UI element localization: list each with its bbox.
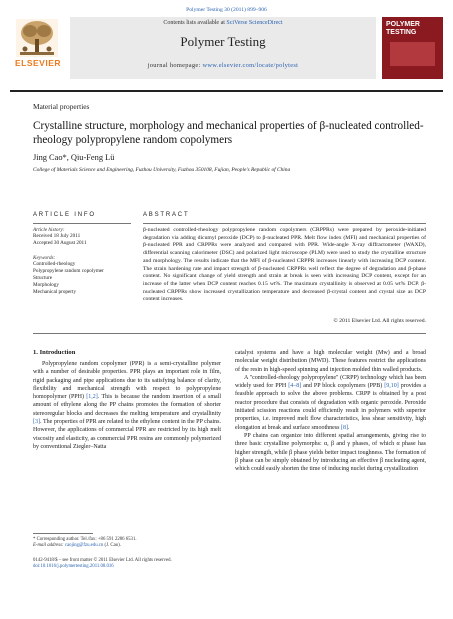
- email-link[interactable]: caojing@fzu.edu.cn: [64, 543, 104, 549]
- text-run: Polypropylene random copolymer (PPR) is a semi-crystalline polymer with a number of desirable properties. PPR plays an important role in film, rigid packaging and pipe applications due to its satisfying balance of clarity, flexibility and mechanical strength with respect to polypropylene homopolymer (PPH): [33, 361, 221, 401]
- history-label: Article history:: [33, 227, 65, 233]
- homepage-prefix: journal homepage:: [147, 62, 203, 69]
- issn-line: 0142-9418/$ – see front matter © 2011 Elsevier Ltd. All rights reserved.: [33, 558, 172, 563]
- elsevier-tree-icon: [16, 19, 58, 57]
- header-rule: [10, 90, 443, 92]
- footnote-rule: [33, 533, 93, 534]
- text-run: provides a feasible approach to solve the above problems. CRPP is obtained by a post reactor procedure that consists of degradation with organic peroxide. Peroxide initiated scission reactions could efficiently result in polymers with superior properties, i.e. improved melt flow characteristics, less shear sensitivity, high elongation at break and surface smoothness: [235, 383, 426, 431]
- text-run: .: [347, 424, 350, 431]
- paragraph: [235, 432, 426, 473]
- paragraph: [33, 360, 221, 451]
- journal-header: [10, 17, 443, 87]
- body-column-right: [235, 349, 426, 473]
- keyword: Controlled-rheology: [33, 261, 76, 267]
- article-info-heading: ARTICLE INFO: [33, 212, 96, 218]
- corresponding-author: * Corresponding author. Tel./fax: +86 591 2286 6531.: [33, 537, 137, 542]
- accepted-date: Accepted 30 August 2011: [33, 240, 87, 246]
- citation-link[interactable]: [8]: [340, 424, 348, 431]
- paragraph: [235, 349, 426, 374]
- authors[interactable]: Jing Cao*, Qiu-Feng Lü: [33, 153, 115, 162]
- text-run: A "controlled-rheology polypropylene" (CRPP) technology which has been widely used for PPH: [235, 374, 426, 390]
- abstract-bottom-rule: [33, 333, 426, 334]
- received-date: Received 18 July 2011: [33, 233, 81, 239]
- text-run: . This is because the random insertion of a small amount of ethylene along the PP chains promotes the formation of shorter stereoregular blocks and decreases the melting temperature and crystallinity: [33, 394, 221, 417]
- email-line: [33, 543, 223, 549]
- citation-link[interactable]: [4–8]: [288, 383, 302, 390]
- cover-title: POLYMER TESTING: [386, 21, 420, 36]
- abstract-copyright: © 2011 Elsevier Ltd. All rights reserved.: [333, 318, 426, 324]
- contents-prefix: Contents lists available at: [163, 20, 227, 26]
- article-category: Material properties: [33, 102, 90, 111]
- abstract-heading: ABSTRACT: [143, 212, 190, 218]
- elsevier-logo[interactable]: [10, 17, 64, 77]
- contents-line: [70, 20, 376, 26]
- paragraph: [235, 374, 426, 432]
- citation-link[interactable]: [3]: [33, 419, 40, 426]
- text-run: PP chains can organize into different spatial arrangements, giving rise to three basic crystalline polymorphs: α, β and γ phases, of which α phase has higher strength, while β phase yields better impact toughness. The formation of β phase can be simply obtained by introducing an effective β nucleating agent, which could easily shorten the time of inducing nuclei during crystallization: [235, 432, 426, 473]
- affiliation: College of Materials Science and Engineering, Fuzhou University, Fuzhou 350108, Fujian, People's Republic of China: [33, 167, 291, 173]
- text-run: . The properties of PPR are related to the ethylene content in the PP chains. However, the applications of commercial PPR are restricted by its high melt viscosity and elasticity, as commercial PPR resins are commonly polymerized by conventional Ziegler–Natta: [33, 419, 221, 450]
- front-matter: [33, 558, 273, 570]
- journal-cover[interactable]: [382, 17, 443, 79]
- citation-link[interactable]: [1,2]: [86, 394, 98, 401]
- keyword: Polypropylene random copolymer: [33, 268, 104, 274]
- email-suffix: (J. Cao).: [103, 543, 121, 549]
- citation-link[interactable]: [9,10]: [384, 383, 399, 390]
- keywords-label: Keywords:: [33, 255, 56, 261]
- footnote: [33, 537, 223, 549]
- text-run: and PP block copolymers (PPB): [301, 383, 385, 390]
- homepage-line: [70, 62, 376, 69]
- doi-link[interactable]: doi:10.1016/j.polymertesting.2011.08.016: [33, 564, 114, 570]
- keyword: Mechanical property: [33, 289, 77, 295]
- cover-image: [390, 42, 435, 66]
- email-label: E-mail address:: [33, 543, 65, 549]
- homepage-link[interactable]: www.elsevier.com/locate/polytest: [202, 62, 299, 69]
- abstract-rule: [143, 223, 426, 224]
- article-title: Crystalline structure, morphology and mechanical properties of β-nucleated controlled-rheology polypropylene random copolymers: [33, 120, 424, 146]
- article-info-rule: [33, 223, 131, 224]
- publisher-name: ELSEVIER: [14, 58, 62, 68]
- abstract-text: β-nucleated controlled-rheology polypropylene random copolymers (CRPPRs) were prepared by peroxide-initiated degradation via adding dicumyl peroxide (DCP) to β-nucleated PPR. Melt flow index (MFI) and mechanical properties of β-nucleated PPR and CRPPRs were analyzed and compared with PPR. Wide-angle X-ray diffractometer (WAXD), differential scanning calorimeter (DSC) and polarized light microscope (PLM) were used to study the crystalline structure and morphology. The results indicate that the MFI of β-nucleated CRPPR increases linearly with increasing DCP content. The strain hardening rate and impact strength of β-nucleated CRPPRs well reflect the degree of degradation and β-phase content. No significant change of yield strength and strain at break is seen with increasing DCP content, except for an increase of the latter when DCP content reaches 0.15 wt%. The maximum crystallinity is observed at 0.05 wt% DCP. β-nucleated CRPPRs show increased crystallization temperature and decreased β-crystal content and crystal size as DCP content increases.: [143, 227, 426, 303]
- journal-reference[interactable]: Polymer Testing 30 (2011) 899–906: [186, 7, 267, 13]
- keyword: Structure: [33, 275, 53, 281]
- article-info-panel: [33, 227, 133, 296]
- journal-banner: [70, 17, 376, 79]
- body-column-left: [33, 360, 221, 451]
- section-heading: 1. Introduction: [33, 349, 76, 356]
- keyword: Morphology: [33, 282, 59, 288]
- text-run: catalyst systems and have a high molecular weight (Mw) and a broad molecular weight distribution (MWD). These features restrict the applications of the resin in high-speed spinning and injection molded thin walled products.: [235, 350, 426, 373]
- sciencedirect-link[interactable]: SciVerse ScienceDirect: [226, 20, 283, 26]
- journal-title: Polymer Testing: [180, 34, 266, 49]
